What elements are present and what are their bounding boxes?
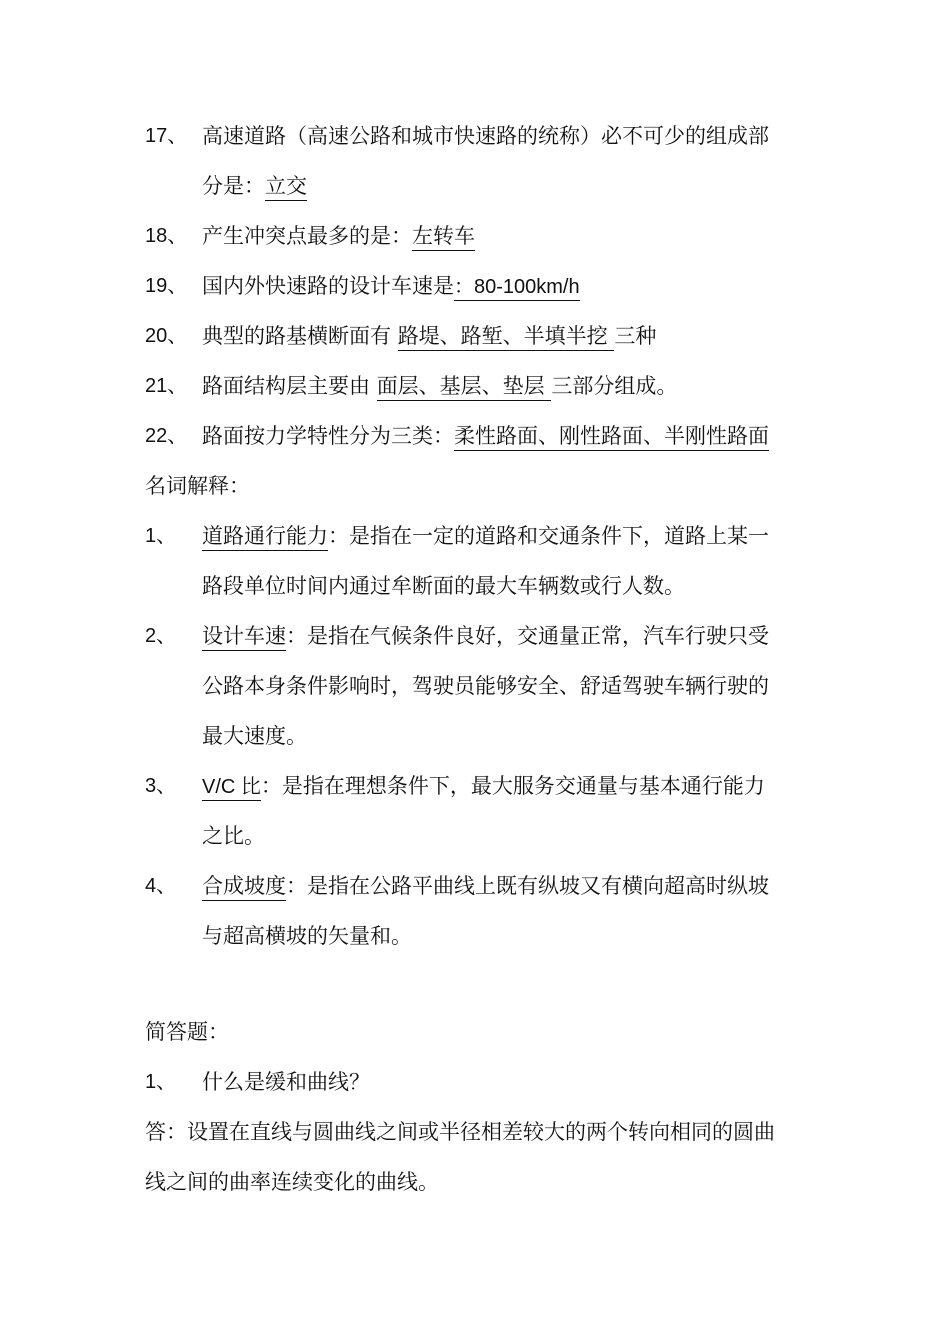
term-definition: ：是指在一定的道路和交通条件下，道路上某一: [328, 524, 769, 548]
section-heading: 名词解释：: [145, 474, 250, 498]
item-answer: 路堤、路堑、半填半挖: [398, 324, 615, 351]
term-text: [202, 761, 765, 812]
term-definition: ：是指在气候条件良好，交通量正常，汽车行驶只受: [286, 624, 769, 648]
short-question-1: [0, 1057, 950, 1107]
answer-line2: [0, 1157, 950, 1207]
item-prefix: 分是：: [202, 174, 265, 198]
term-definition: ：是指在公路平曲线上既有纵坡又有横向超高时纵坡: [286, 874, 769, 898]
item-prefix: 国内外快速路的设计车速是: [202, 274, 454, 298]
fill-item-21: [0, 361, 950, 411]
fill-item-19: [0, 261, 950, 311]
item-number: 19、: [145, 275, 188, 297]
item-text: [202, 211, 475, 261]
item-answer: 立交: [265, 174, 307, 201]
answer-text: 线之间的曲率连续变化的曲线。: [145, 1170, 439, 1194]
term-3-line2: [0, 811, 950, 861]
section-heading-terms: [0, 461, 950, 511]
item-number: 22、: [145, 425, 188, 447]
item-number: 20、: [145, 325, 188, 347]
item-text: [202, 361, 677, 411]
term-text: [202, 511, 769, 561]
term-name: 道路通行能力: [202, 524, 328, 551]
item-prefix: 产生冲突点最多的是：: [202, 224, 412, 248]
item-prefix: 典型的路基横断面有: [202, 324, 398, 348]
fill-item-20: [0, 311, 950, 361]
term-definition: 之比。: [202, 824, 265, 848]
term-1-line2: [0, 561, 950, 611]
item-answer: 左转车: [412, 224, 475, 251]
item-number: 21、: [145, 375, 188, 397]
term-number: 3、: [145, 775, 177, 797]
term-text: [202, 611, 769, 661]
term-definition: 最大速度。: [202, 724, 307, 748]
item-text: [202, 161, 307, 211]
item-suffix: 三部分组成。: [551, 374, 678, 398]
section-heading-short: [0, 1007, 950, 1057]
term-2-line1: [0, 611, 950, 661]
item-suffix: 三种: [614, 324, 657, 348]
fill-item-18: [0, 211, 950, 261]
item-answer: 面层、基层、垫层: [377, 374, 552, 401]
term-4-line2: [0, 911, 950, 961]
term-2-line3: [0, 711, 950, 761]
item-answer: 柔性路面、刚性路面、半刚性路面: [454, 424, 769, 451]
term-name: 合成坡度: [202, 874, 286, 901]
term-definition: 路段单位时间内通过牟断面的最大车辆数或行人数。: [202, 574, 685, 598]
item-text: [202, 311, 656, 361]
item-prefix: 路面结构层主要由: [202, 374, 377, 398]
fill-item-17-line2: [0, 161, 950, 211]
term-name: 设计车速: [202, 624, 286, 651]
term-definition: 公路本身条件影响时，驾驶员能够安全、舒适驾驶车辆行驶的: [202, 674, 769, 698]
term-number: 1、: [145, 525, 177, 547]
answer-text: 答：设置在直线与圆曲线之间或半径相差较大的两个转向相同的圆曲: [145, 1120, 775, 1144]
item-text: 高速道路（高速公路和城市快速路的统称）必不可少的组成部: [202, 124, 769, 148]
section-heading: 简答题：: [145, 1020, 229, 1044]
answer-line1: [0, 1107, 950, 1157]
term-1-line1: [0, 511, 950, 561]
term-number: 4、: [145, 875, 177, 897]
term-definition: 与超高横坡的矢量和。: [202, 924, 412, 948]
item-text: [202, 261, 580, 312]
question-text: 什么是缓和曲线？: [202, 1070, 370, 1094]
term-3-line1: [0, 761, 950, 811]
term-name: V/C 比: [202, 776, 261, 801]
item-answer: ：80-100km/h: [454, 276, 580, 301]
item-number: 17、: [145, 125, 188, 147]
item-number: 18、: [145, 225, 188, 247]
item-text: [202, 411, 769, 461]
fill-item-22: [0, 411, 950, 461]
term-4-line1: [0, 861, 950, 911]
fill-item-17-line1: [0, 111, 950, 161]
term-definition: ：是指在理想条件下，最大服务交通量与基本通行能力: [260, 774, 765, 798]
term-2-line2: [0, 661, 950, 711]
term-number: 2、: [145, 625, 177, 647]
item-prefix: 路面按力学特性分为三类：: [202, 424, 454, 448]
question-number: 1、: [145, 1071, 177, 1093]
term-text: [202, 861, 769, 911]
